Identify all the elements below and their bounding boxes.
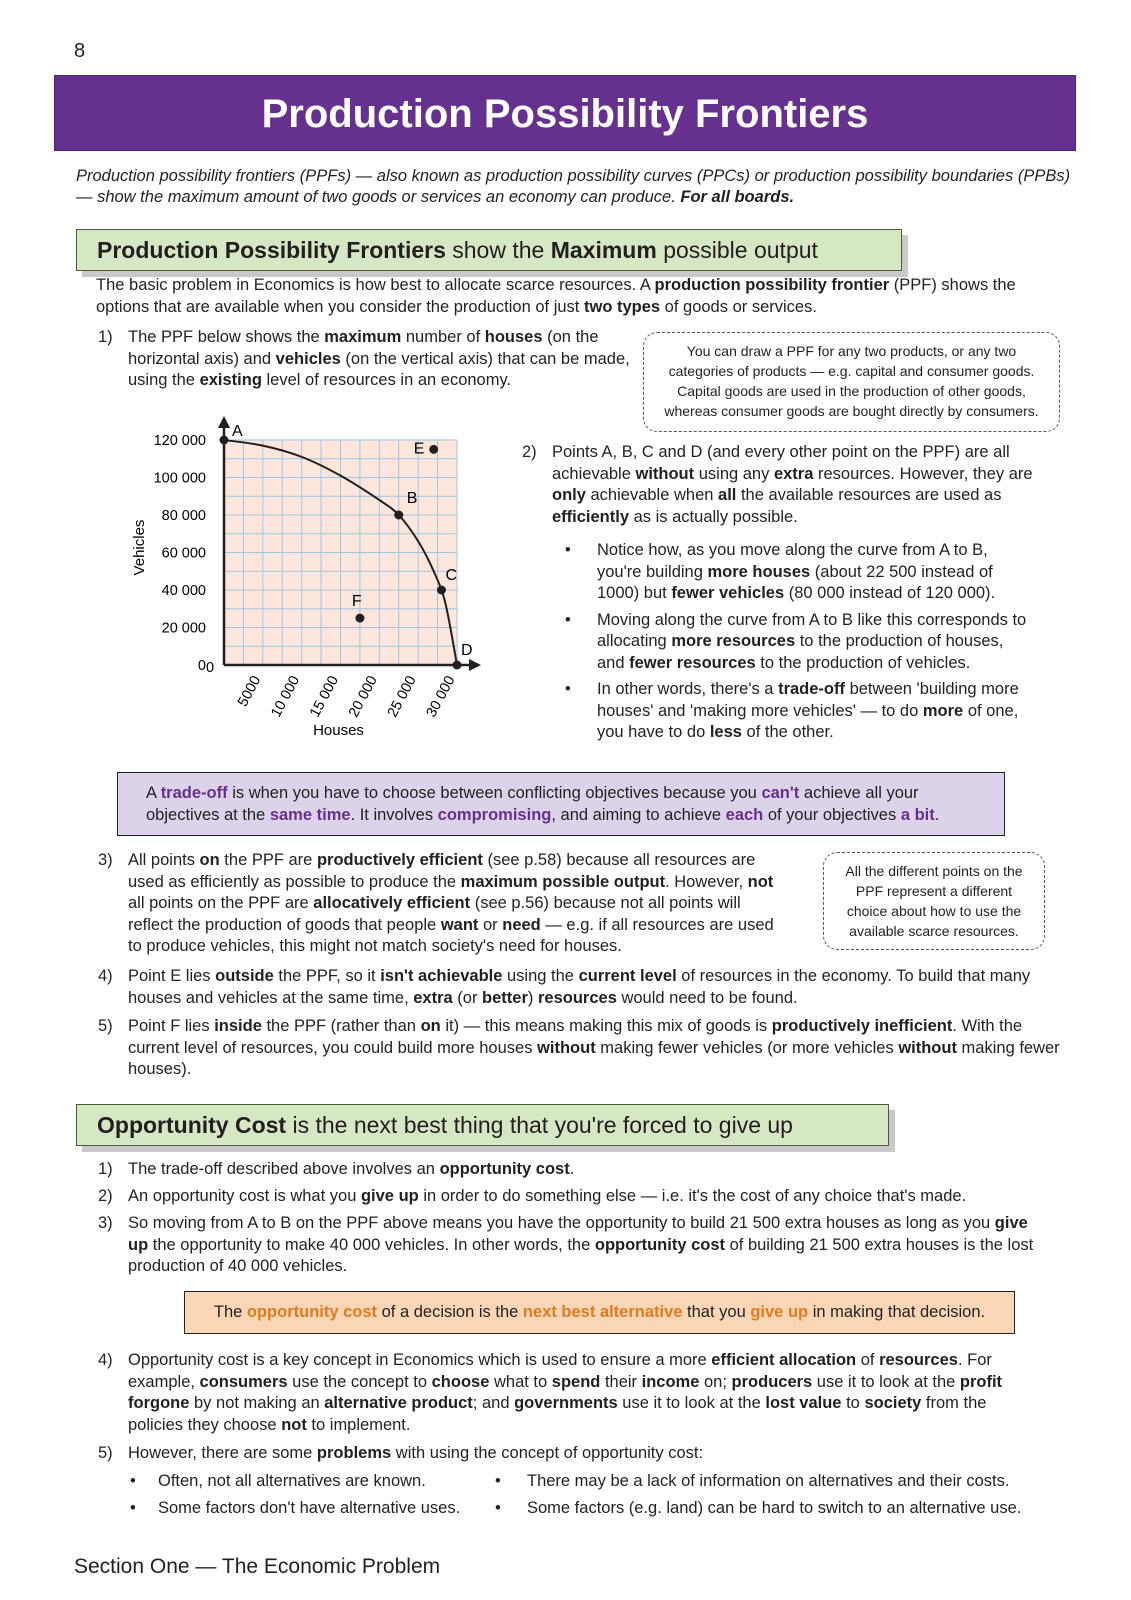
t: maximum possible output <box>460 872 666 891</box>
t: society <box>864 1394 922 1412</box>
footer-section-title: Section One — The Economic Problem <box>74 1555 441 1578</box>
intro-text: Production possibility frontiers (PPFs) — also known as production possibility curves (PPCs) or production possibility boundaries (PPBs) — show the maximum amount of two goods or services an economy can produce. <box>76 167 1071 206</box>
t: fewer resources <box>629 653 756 672</box>
t: (80 000 instead of 120 000). <box>784 584 996 602</box>
opportunity-cost-definition-box <box>184 1291 1015 1334</box>
bullet-dot: • <box>565 541 571 559</box>
t: same time <box>269 805 351 824</box>
t: from the policies they choose <box>128 1394 987 1434</box>
x-tick-label: 25 000 <box>384 673 420 721</box>
t: a bit <box>900 805 935 824</box>
problem-item <box>130 1471 480 1493</box>
t: their <box>600 1372 642 1391</box>
t: alternative product <box>324 1394 473 1412</box>
t: allocatively efficient <box>313 894 471 912</box>
t: need <box>502 915 541 934</box>
t: spend <box>551 1372 601 1391</box>
t: current level <box>578 967 677 985</box>
t: Point F lies <box>128 1017 215 1035</box>
item-number: 2) <box>522 443 537 461</box>
t: using the <box>502 967 579 985</box>
t: use the concept to <box>287 1372 432 1391</box>
y-tick-label: 20 000 <box>161 620 206 637</box>
t: trade-off <box>160 784 228 802</box>
t: the PPF are <box>219 851 317 869</box>
bullets-1 <box>563 540 1033 744</box>
y-tick-label: 80 000 <box>161 508 206 524</box>
section-heading-opportunity-cost <box>76 1104 889 1146</box>
item-1 <box>74 327 630 392</box>
t: to the production of vehicles. <box>755 653 971 672</box>
point-label-f: F <box>351 593 362 611</box>
t: opportunity cost <box>246 1303 378 1321</box>
t: by not making an <box>189 1394 325 1412</box>
t: making fewer vehicles (or more vehicles <box>595 1038 899 1057</box>
t: of building 21 500 extra houses is the lost production of 40 000 vehicles. <box>128 1235 1034 1275</box>
item-text <box>128 1350 1034 1436</box>
item-text <box>128 1213 1034 1278</box>
t: the opportunity to make 40 000 vehicles. In other words, the <box>148 1235 595 1254</box>
t: productively inefficient <box>771 1017 953 1035</box>
bullet-item <box>563 679 1033 744</box>
x-tick-label: 30 000 <box>423 673 459 721</box>
t: between 'building more houses' and 'making more vehicles' — to do <box>597 680 1019 720</box>
t: achievable when <box>585 486 719 504</box>
t: on; <box>699 1372 732 1391</box>
x-tick-label: 15 000 <box>307 673 343 721</box>
x-tick-label: 20 000 <box>345 673 381 721</box>
t: of <box>856 1351 880 1369</box>
t: is when you have to choose between conflicting objectives because you <box>227 784 762 802</box>
y-axis-label: Vehicles <box>131 519 148 576</box>
t: income <box>641 1372 700 1391</box>
t: governments <box>514 1394 618 1412</box>
oc-item-4 <box>74 1350 1034 1436</box>
heading-part: Maximum <box>550 237 657 263</box>
t: inside <box>214 1017 262 1035</box>
t: resources <box>879 1351 958 1369</box>
y-tick-label: 60 000 <box>161 545 206 562</box>
t: that you <box>682 1303 751 1321</box>
t: give up <box>360 1187 419 1205</box>
oc-item-3 <box>74 1213 1034 1278</box>
t: of goods or services. <box>660 297 817 316</box>
t: Point E lies <box>128 967 216 985</box>
t: or <box>478 915 503 934</box>
t: without <box>635 464 695 483</box>
bullet-dot: • <box>130 1472 136 1490</box>
oc-item-2 <box>74 1186 1074 1208</box>
t: Points A, B, C and D (and every other point on the PPF) are all achievable <box>552 443 1010 483</box>
basic-problem-paragraph <box>96 275 1036 318</box>
t: . However, <box>665 872 748 891</box>
bullet-dot: • <box>565 610 571 629</box>
item-4 <box>74 966 1064 1009</box>
t: Notice how, as you move along the curve from A to B, you're building <box>597 541 988 581</box>
t: The trade-off described above involves an <box>128 1160 440 1178</box>
note-ppf-categories: You can draw a PPF for any two products, or any two categories of products — e.g. capital and consumer goods. Capital goods are used in the production of other goods, whereas consumer goods are bought directly by consumers. <box>643 332 1060 432</box>
intro-paragraph <box>76 166 1076 208</box>
page-title: Production Possibility Frontiers <box>261 92 869 136</box>
t: Moving along the curve from A to B like this corresponds to allocating <box>597 610 1027 650</box>
problem-text: There may be a lack of information on alternatives and their costs. <box>527 1472 1010 1490</box>
item-number: 3) <box>98 1214 113 1232</box>
t: maximum <box>324 328 402 346</box>
point-a <box>220 436 229 445</box>
t: So moving from A to B on the PPF above means you have the opportunity to build 21 500 extra houses as long as you <box>128 1214 995 1232</box>
t: making fewer houses). <box>128 1038 1060 1078</box>
item-number: 4) <box>98 1351 113 1369</box>
t: what to <box>489 1372 552 1391</box>
t: give up <box>750 1303 809 1321</box>
t: . <box>934 805 940 824</box>
t: use it to look at the <box>812 1372 960 1391</box>
t: in making that decision. <box>808 1303 986 1321</box>
t: number of <box>401 328 485 346</box>
t: all points on the PPF are <box>128 894 314 912</box>
y-tick-label: 100 000 <box>153 470 206 487</box>
t: give up <box>128 1214 1028 1254</box>
x-axis-arrow <box>469 659 481 671</box>
intro-boards: For all boards. <box>680 188 795 206</box>
t: each <box>725 805 764 824</box>
t: would need to be found. <box>616 988 798 1007</box>
bullet-text <box>597 679 1033 744</box>
t: — e.g. if all resources are used to produce vehicles, this might not match society's need for houses. <box>128 915 774 955</box>
oc-item-5 <box>74 1443 1034 1465</box>
y-tick-label: 120 000 <box>153 433 206 449</box>
t: production possibility frontier <box>654 276 890 294</box>
point-f <box>355 614 364 623</box>
t: the available resources are used as <box>736 486 1002 504</box>
t: (see p.56) because not all points will reflect the production of goods that people <box>128 894 741 934</box>
point-label-c: C <box>445 567 458 584</box>
bullet-dot: • <box>565 680 571 698</box>
t: profit forgone <box>128 1372 1003 1412</box>
t: (or <box>452 988 483 1007</box>
t: , and aiming to achieve <box>551 805 726 824</box>
oc-item-1 <box>74 1159 1074 1181</box>
note-ppf-choice: All the different points on the PPF represent a different choice about how to use the available scarce resources. <box>823 852 1045 950</box>
t: The PPF below shows the <box>128 328 325 346</box>
t: without <box>898 1038 957 1057</box>
item-number: 3) <box>98 851 113 869</box>
t: not <box>281 1415 307 1434</box>
t: problems <box>316 1444 392 1462</box>
t: . It involves <box>350 805 438 824</box>
t: houses <box>484 328 543 346</box>
point-label-a: A <box>232 423 243 440</box>
t: The <box>213 1303 247 1321</box>
x-axis-label: Houses <box>313 722 364 739</box>
item-text <box>128 1186 1074 1208</box>
t: In other words, there's a <box>597 680 779 698</box>
t: level of resources in an economy. <box>261 371 512 389</box>
t: . For example, <box>128 1351 992 1391</box>
bullet-item <box>563 540 1033 605</box>
item-text <box>128 1016 1064 1081</box>
point-label-b: B <box>406 490 418 507</box>
t: existing <box>199 371 262 389</box>
t: isn't achievable <box>380 967 503 985</box>
heading-part: is the next best thing that you're forced to give up <box>286 1112 793 1138</box>
t: not <box>747 872 774 891</box>
bullet-item <box>563 610 1033 675</box>
item-3 <box>74 850 788 958</box>
t: can't <box>761 784 800 802</box>
t: next best alternative <box>522 1303 683 1321</box>
y-tick-label: 0 <box>197 658 206 674</box>
heading-part: show the <box>445 237 551 263</box>
t: extra <box>413 988 453 1007</box>
x-tick-label: 10 000 <box>268 673 304 721</box>
t: fewer vehicles <box>671 584 785 602</box>
page-number: 8 <box>74 40 86 62</box>
t: resources <box>537 988 617 1007</box>
t: (on the horizontal axis) and <box>128 328 599 368</box>
t: use it to look at the <box>617 1394 766 1412</box>
t: more resources <box>671 632 796 650</box>
t: lost value <box>765 1394 842 1412</box>
t: the PPF, so it <box>273 967 381 985</box>
t: using any <box>694 464 774 483</box>
heading-part: Production Possibility Frontiers <box>97 237 446 263</box>
item-number: 1) <box>98 328 113 346</box>
point-label-d: D <box>461 642 473 659</box>
t: with using the concept of opportunity cost: <box>391 1444 704 1462</box>
t: all <box>718 486 737 504</box>
problem-item <box>130 1498 480 1520</box>
t: without <box>537 1038 596 1057</box>
bullet-dot: • <box>130 1499 136 1517</box>
t: outside <box>215 967 274 985</box>
ppf-chart <box>120 415 500 760</box>
t: less <box>709 723 742 741</box>
t: All points <box>128 851 200 869</box>
t: choose <box>431 1372 490 1391</box>
t: A <box>146 784 161 802</box>
heading-part: possible output <box>656 237 818 263</box>
point-e <box>429 445 438 454</box>
problem-item <box>495 1498 1065 1520</box>
t: in order to do something else — i.e. it's the cost of any choice that's made. <box>418 1187 967 1205</box>
item-number: 1) <box>98 1160 113 1178</box>
point-b <box>394 511 403 520</box>
t: it) — this means making this mix of goods is <box>440 1017 772 1035</box>
t: want <box>440 915 479 934</box>
t: on <box>199 851 220 869</box>
problem-text: Some factors don't have alternative uses. <box>158 1499 461 1517</box>
t: compromising <box>437 805 552 824</box>
t: efficient allocation <box>711 1351 857 1369</box>
t: of a decision is the <box>377 1303 523 1321</box>
point-d <box>453 661 462 670</box>
t: (about 22 500 instead of 1000) but <box>597 562 993 602</box>
t: vehicles <box>275 349 341 368</box>
t: extra <box>773 464 814 483</box>
t: better <box>482 988 528 1007</box>
t: the PPF (rather than <box>261 1017 421 1035</box>
t: efficiently <box>552 507 630 526</box>
t: (see p.58) because all resources are used as efficiently as possible to produce the <box>128 851 756 891</box>
x-tick-label: 0 <box>205 660 215 676</box>
t: (PPF) shows the options that are available when you consider the production of just <box>96 276 1016 316</box>
t: producers <box>731 1372 813 1391</box>
bullet-dot: • <box>495 1472 501 1490</box>
item-number: 5) <box>98 1017 113 1035</box>
t: ; and <box>472 1394 515 1412</box>
point-label-e: E <box>413 440 425 458</box>
t: on <box>420 1017 441 1035</box>
item-2 <box>498 442 1038 528</box>
t: The basic problem in Economics is how best to allocate scarce resources. A <box>96 276 655 294</box>
t: two types <box>583 297 661 316</box>
problem-text: Some factors (e.g. land) can be hard to switch to an alternative use. <box>527 1499 1022 1517</box>
t: to the production of houses, and <box>597 632 1004 672</box>
bullet-dot: • <box>495 1499 501 1517</box>
t: of your objectives <box>763 805 901 824</box>
y-tick-label: 40 000 <box>161 583 206 599</box>
t: as is actually possible. <box>629 507 798 526</box>
section-heading-ppf <box>76 229 902 271</box>
item-text <box>128 1443 1034 1465</box>
bullet-text <box>597 540 1033 605</box>
t: more houses <box>707 562 811 581</box>
x-tick-label: 5000 <box>235 673 265 710</box>
t: achieve all your objectives at the <box>146 784 919 824</box>
point-c <box>437 586 446 595</box>
item-text <box>128 850 788 958</box>
item-text <box>552 442 1038 528</box>
y-axis-arrow <box>218 416 230 428</box>
t: . <box>569 1160 575 1178</box>
title-banner <box>54 75 1076 151</box>
problem-item <box>495 1471 1065 1493</box>
t: more <box>922 701 964 720</box>
heading-part: Opportunity Cost <box>97 1112 287 1138</box>
t: of the other. <box>741 723 834 741</box>
t: However, there are some <box>128 1444 317 1462</box>
t: opportunity cost <box>439 1160 570 1178</box>
t: only <box>552 486 586 504</box>
t: Opportunity cost is a key concept in Economics which is used to ensure a more <box>128 1351 712 1369</box>
t: . With the current level of resources, you could build more houses <box>128 1017 1023 1057</box>
item-text <box>128 1159 1074 1181</box>
item-number: 2) <box>98 1187 113 1205</box>
t: to implement. <box>306 1415 411 1434</box>
t: of one, you have to do <box>597 701 1019 741</box>
item-5 <box>74 1016 1064 1081</box>
t: (on the vertical axis) that can be made, using the <box>128 349 630 389</box>
t: consumers <box>199 1372 288 1391</box>
item-text <box>128 966 1064 1009</box>
problem-text: Often, not all alternatives are known. <box>158 1472 426 1490</box>
t: of resources in the economy. To build that many houses and vehicles at the same time, <box>128 967 1031 1007</box>
t: resources. However, they are <box>813 464 1033 483</box>
item-number: 4) <box>98 967 113 985</box>
bullet-text <box>597 610 1033 675</box>
t: to <box>841 1394 865 1412</box>
t: opportunity cost <box>594 1235 726 1254</box>
t: An opportunity cost is what you <box>128 1187 361 1205</box>
item-number: 5) <box>98 1444 113 1462</box>
item-text <box>128 327 630 392</box>
t: productively efficient <box>316 851 483 869</box>
tradeoff-definition-box <box>117 772 1005 836</box>
t: ) <box>527 988 538 1007</box>
t: trade-off <box>778 680 845 698</box>
